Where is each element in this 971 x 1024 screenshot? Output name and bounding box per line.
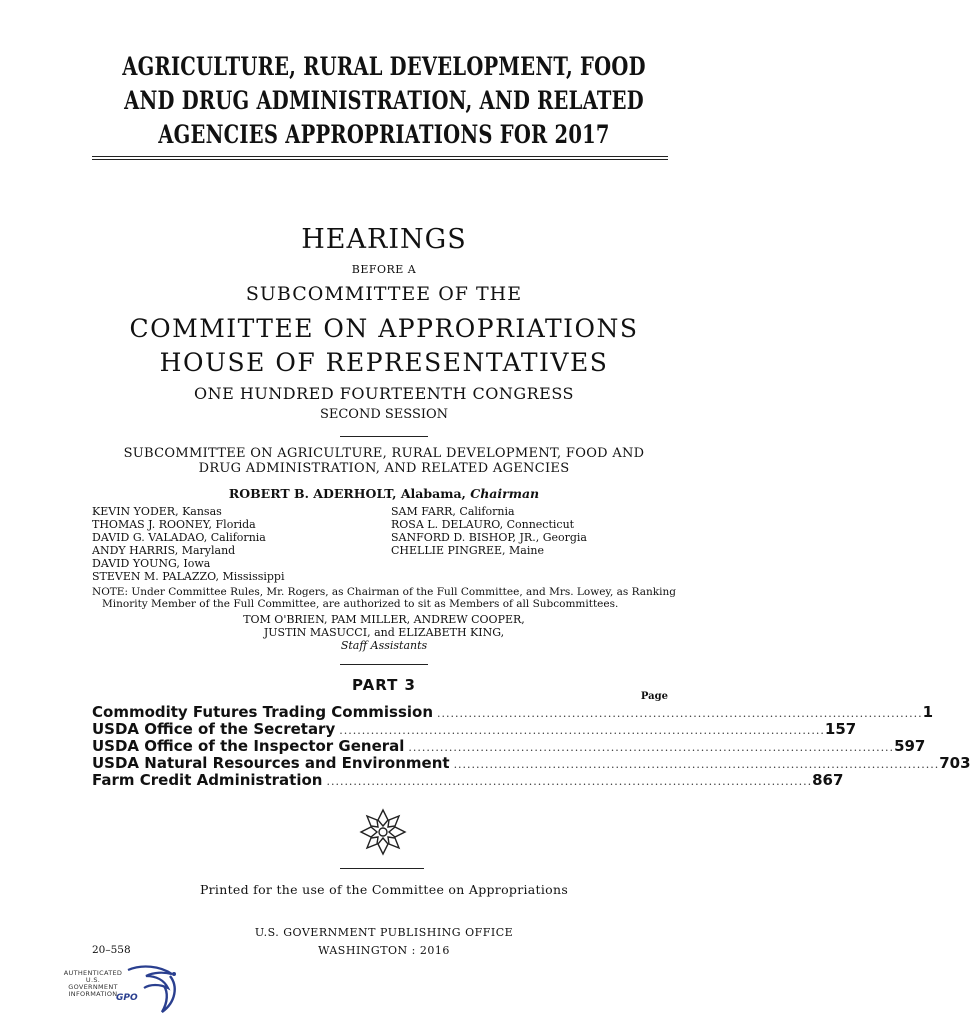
title-rule-top	[92, 156, 668, 157]
divider-rule-2	[340, 664, 428, 665]
toc-leader: ............................................................................................................	[453, 758, 940, 771]
toc-title: Farm Credit Administration	[92, 771, 323, 789]
seal-text: U.S. GOVERNMENT	[68, 976, 118, 991]
toc-title: USDA Natural Resources and Environment	[92, 754, 450, 772]
hearings-heading: HEARINGS	[301, 224, 467, 255]
toc-leader: ............................................................................................................	[408, 741, 895, 754]
place-date-label: WASHINGTON : 2016	[318, 944, 450, 957]
toc-leader: ............................................................................................................	[339, 724, 825, 737]
gpo-authentication-seal	[60, 962, 190, 1018]
staff-line-1: TOM O'BRIEN, PAM MILLER, ANDREW COOPER,	[243, 613, 525, 626]
member-name: ROSA L. DELAURO, Connecticut	[391, 518, 575, 531]
ornament-icon	[357, 806, 409, 858]
before-a-label: BEFORE A	[351, 263, 417, 276]
committee-note-line-2: Minority Member of the Full Committee, are authorized to sit as Members of all Subcommittees.	[102, 598, 619, 610]
member-name: SAM FARR, California	[391, 505, 515, 518]
page-column-label: Page	[640, 691, 668, 702]
toc-page: 703	[939, 754, 971, 772]
committee-name: COMMITTEE ON APPROPRIATIONS	[129, 314, 639, 343]
staff-line-2: JUSTIN MASUCCI, and ELIZABETH KING,	[263, 626, 505, 639]
seal-text: AUTHENTICATED	[63, 969, 123, 977]
publisher-label: U.S. GOVERNMENT PUBLISHING OFFICE	[254, 926, 514, 939]
chairman-line	[0, 486, 768, 501]
divider-rule-3	[340, 868, 424, 869]
toc-page: 1	[922, 703, 934, 721]
chairman-name: ROBERT B. ADERHOLT, Alabama,	[228, 486, 471, 501]
toc-title: USDA Office of the Secretary	[92, 720, 336, 738]
member-name: STEVEN M. PALAZZO, Mississippi	[92, 570, 285, 583]
staff-label: Staff Assistants	[340, 639, 428, 652]
member-name: ANDY HARRIS, Maryland	[92, 544, 236, 557]
divider-rule-1	[340, 436, 428, 437]
member-name: KEVIN YODER, Kansas	[92, 505, 222, 518]
member-name: DAVID G. VALADAO, California	[92, 531, 266, 544]
seal-text: INFORMATION	[68, 990, 118, 998]
member-name: DAVID YOUNG, Iowa	[92, 557, 211, 570]
member-name: THOMAS J. ROONEY, Florida	[92, 518, 256, 531]
title-line-1: AGRICULTURE, RURAL DEVELOPMENT, FOOD	[122, 52, 646, 81]
congress-label: ONE HUNDRED FOURTEENTH CONGRESS	[193, 384, 574, 403]
member-name: CHELLIE PINGREE, Maine	[391, 544, 544, 557]
toc-title: Commodity Futures Trading Commission	[92, 703, 433, 721]
members-left-column	[92, 505, 285, 583]
title-rule-bottom	[92, 159, 668, 160]
toc-leader: ............................................................................................................	[437, 707, 923, 720]
house-name: HOUSE OF REPRESENTATIVES	[159, 348, 609, 377]
title-line-2: AND DRUG ADMINISTRATION, AND RELATED	[124, 86, 644, 115]
part-label: PART 3	[352, 676, 416, 694]
toc-row	[92, 737, 926, 755]
members-right-column	[391, 505, 587, 557]
toc-page: 867	[812, 771, 844, 789]
member-name: SANFORD D. BISHOP, JR., Georgia	[391, 531, 587, 544]
toc-title: USDA Office of the Inspector General	[92, 737, 405, 755]
printed-for-label: Printed for the use of the Committee on Appropriations	[199, 882, 569, 897]
toc-row	[92, 754, 971, 772]
toc-row	[92, 703, 934, 721]
subcommittee-name-line-2: DRUG ADMINISTRATION, AND RELATED AGENCIES	[198, 461, 570, 476]
chairman-title: Chairman	[470, 486, 540, 501]
document-number: 20–558	[92, 944, 131, 956]
toc-row	[92, 720, 857, 738]
committee-note-line-1: NOTE: Under Committee Rules, Mr. Rogers, as Chairman of the Full Committee, and Mrs. Lowey, as Ranking	[92, 586, 676, 598]
subcommittee-name-line-1: SUBCOMMITTEE ON AGRICULTURE, RURAL DEVELOPMENT, FOOD AND	[123, 446, 645, 461]
toc-page: 597	[894, 737, 926, 755]
toc-leader: ............................................................................................................	[326, 775, 813, 788]
toc-page: 157	[824, 720, 857, 738]
session-label: SECOND SESSION	[319, 407, 449, 422]
title-line-3: AGENCIES APPROPRIATIONS FOR 2017	[158, 120, 610, 149]
seal-gpo-mark: GPO	[116, 993, 138, 1003]
eagle-icon	[120, 962, 184, 1016]
toc-row	[92, 771, 844, 789]
subcommittee-of-the-label: SUBCOMMITTEE OF THE	[245, 283, 523, 305]
